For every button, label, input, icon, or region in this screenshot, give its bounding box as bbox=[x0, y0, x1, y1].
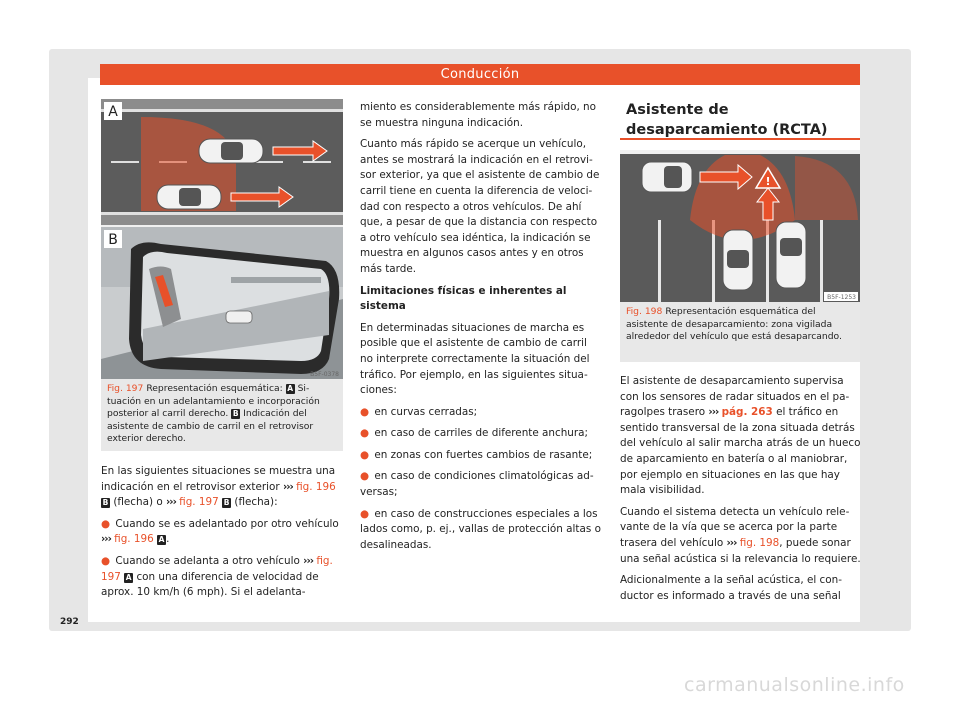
figure-code: B5F-1253 bbox=[827, 294, 856, 301]
label-box-b: B bbox=[102, 498, 109, 508]
label-box-b: B bbox=[223, 498, 230, 508]
column-2 bbox=[360, 100, 602, 559]
label-box-a: A bbox=[287, 384, 294, 393]
label-box-b: B bbox=[232, 409, 239, 418]
figure-label: Fig. 197 bbox=[107, 383, 144, 394]
bullet-icon: ● bbox=[101, 517, 111, 530]
list-item: ● en caso de construcciones especiales a los lados como, p. ej., vallas de protección altas o desalineadas. bbox=[360, 507, 601, 551]
list-item: ● Cuando se adelanta a otro vehículo ››› fig. 197 A con una diferencia de velocidad de aprox. 10 km/h (6 mph). Si el adelanta- bbox=[101, 554, 333, 599]
caption-text: Situación en un adelantamiento e incorporación posterior al carril derecho. bbox=[107, 383, 320, 419]
paragraph: Adicionalmente a la señal acústica, el conductor es informado a través de una señal bbox=[620, 574, 842, 602]
figure-code: B5F-0378 bbox=[310, 371, 339, 378]
figure-link[interactable]: fig. 196 bbox=[114, 533, 154, 546]
figure-link[interactable]: fig. 197 bbox=[101, 554, 333, 583]
paragraph: El asistente de desaparcamiento supervisa con los sensores de radar situados en el paragolpes trasero ››› pág. 263 el tráfico en sentido transversal de la zona situada detrás del vehículo al salir marcha atrás de un hueco de aparcamiento en batería o al maniobrar, por ejemplo en situaciones en las que hay mala visibilidad. bbox=[620, 375, 861, 497]
chevron-icon: ››› bbox=[101, 533, 111, 546]
figure-197-image bbox=[101, 99, 343, 379]
svg-text:!: ! bbox=[765, 175, 771, 188]
bullet-icon: ● bbox=[101, 554, 111, 567]
panel-a-label: A bbox=[108, 104, 118, 120]
chevron-icon: ››› bbox=[303, 554, 314, 567]
section-divider bbox=[620, 138, 860, 140]
caption-text: Indicación del asistente de cambio de carril en el retrovisor exterior derecho. bbox=[107, 408, 314, 444]
bullet-icon: ● bbox=[360, 427, 370, 440]
list-item: ● Cuando se es adelantado por otro vehículo ››› fig. 196 A . bbox=[101, 517, 339, 546]
column-3 bbox=[620, 374, 862, 610]
section-title: Asistente de desaparcamiento (RCTA) bbox=[626, 102, 828, 138]
chevron-icon: ››› bbox=[166, 496, 176, 509]
list-item: ● en caso de condiciones climatológicas adversas; bbox=[360, 470, 594, 499]
caption-text: Representación esquemática: bbox=[146, 383, 283, 394]
figure-197-caption bbox=[101, 379, 343, 451]
paragraph: En las siguientes situaciones se muestra una indicación en el retrovisor exterior ››› fig. 196 B (flecha) o ››› fig. 197 B (flecha): bbox=[101, 465, 336, 509]
figure-link[interactable]: fig. 197 bbox=[179, 496, 219, 509]
chevron-icon: ››› bbox=[282, 480, 293, 493]
bullet-icon: ● bbox=[360, 470, 370, 483]
bullet-list bbox=[360, 405, 602, 554]
paragraph: En determinadas situaciones de marcha es posible que el asistente de cambio de carril no interprete correctamente la situación del tráfico. Por ejemplo, en las siguientes situaciones: bbox=[360, 321, 590, 397]
caption-text: Representación esquemática del asistente de desaparcamiento: zona vigilada alrededor del vehículo que está desaparcando. bbox=[626, 306, 842, 342]
bullet-icon: ● bbox=[360, 448, 370, 461]
label-box-a: A bbox=[158, 535, 165, 545]
panel-b-label: B bbox=[108, 232, 118, 248]
section-header: Conducción bbox=[100, 64, 860, 85]
paragraph: Cuando el sistema detecta un vehículo relevante de la vía que se acerca por la parte trasera del vehículo ››› fig. 198, puede sonar una señal acústica si la relevancia lo requiere. bbox=[620, 505, 861, 565]
figure-label: Fig. 198 bbox=[626, 306, 663, 317]
figure-link[interactable]: fig. 196 bbox=[296, 480, 336, 493]
watermark: carmanualsonline.info bbox=[684, 674, 905, 696]
list-item: ● en zonas con fuertes cambios de rasante; bbox=[360, 448, 593, 461]
list-item: ● en curvas cerradas; bbox=[360, 405, 478, 418]
figure-198-image bbox=[620, 150, 860, 302]
label-box-a: A bbox=[125, 572, 132, 582]
column-1 bbox=[101, 464, 343, 607]
paragraph: Cuanto más rápido se acerque un vehículo, antes se mostrará la indicación en el retrovisor exterior, ya que el asistente de cambio de carril tiene en cuenta la diferencia de velocidad con respecto a otros vehículos. De ahí que, a pesar de que la distancia con respecto a otro vehículo sea idéntica, la indicación se muestra en algunos casos antes y en otros más tarde. bbox=[360, 138, 600, 275]
chevron-icon: ››› bbox=[726, 536, 737, 549]
figure-link[interactable]: fig. 198 bbox=[739, 536, 780, 549]
page-number: 292 bbox=[60, 617, 79, 627]
chevron-icon: ››› bbox=[708, 406, 719, 419]
list-item: ● en caso de carriles de diferente anchura; bbox=[360, 427, 589, 440]
page-link[interactable]: pág. 263 bbox=[721, 406, 773, 419]
bullet-icon: ● bbox=[360, 405, 370, 418]
figure-198-caption bbox=[620, 302, 860, 362]
paragraph: miento es considerablemente más rápido, no se muestra ninguna indicación. bbox=[360, 101, 596, 129]
bullet-icon: ● bbox=[360, 507, 370, 520]
subheading: Limitaciones físicas e inherentes al sistema bbox=[360, 284, 567, 313]
